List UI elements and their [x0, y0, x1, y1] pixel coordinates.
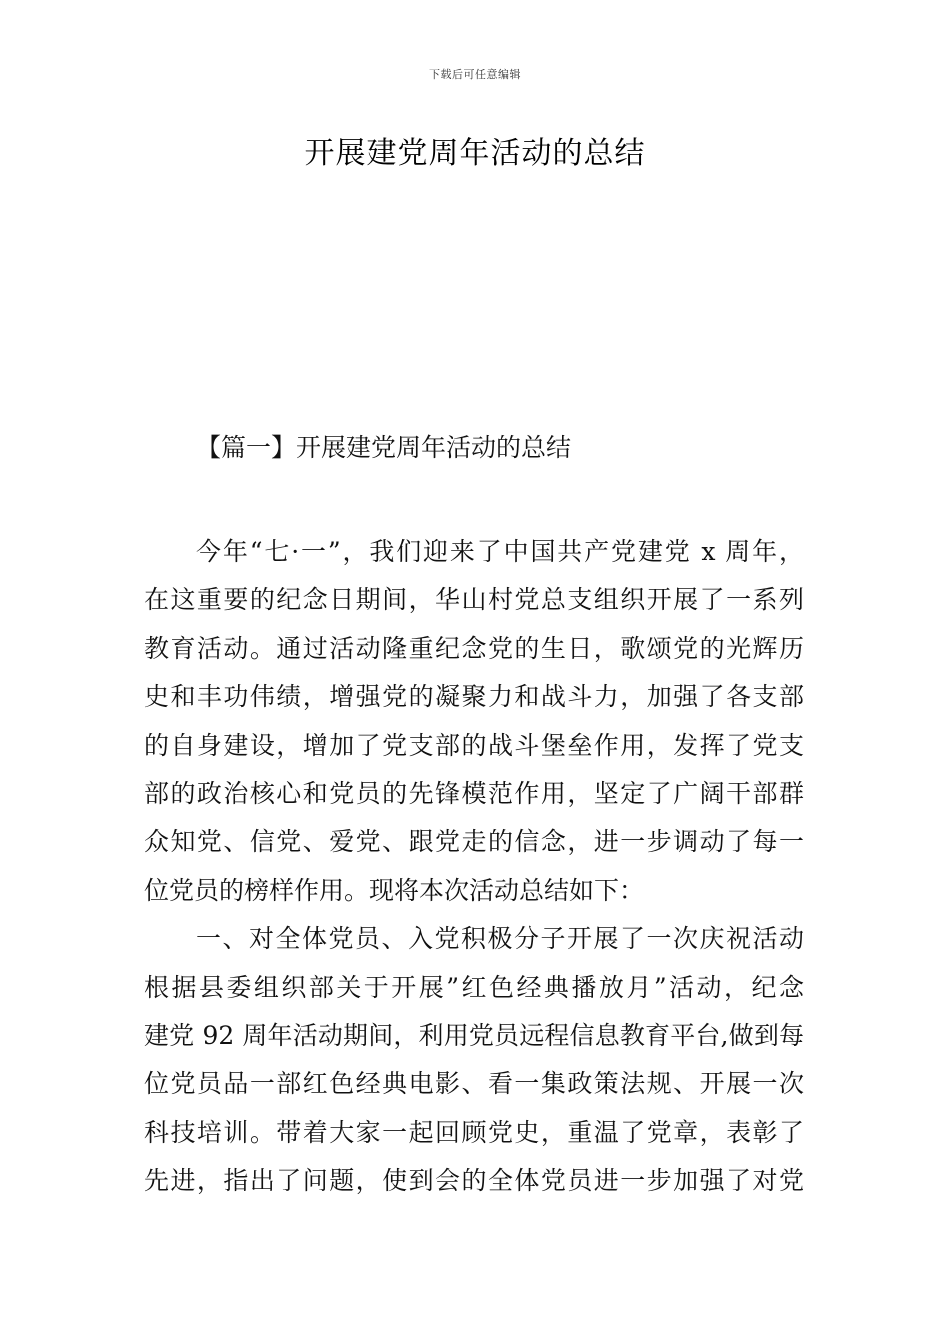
document-title: 开展建党周年活动的总结 [304, 136, 646, 171]
body-line: 教育活动。通过活动隆重纪念党的生日，歌颂党的光辉历 [144, 633, 804, 663]
body-line: 在这重要的纪念日期间，华山村党总支组织开展了一系列 [144, 585, 804, 615]
body-line: 今年“七·一”，我们迎来了中国共产党建党 x 周年， [196, 537, 804, 566]
body-line: 部的政治核心和党员的先锋模范作用，坚定了广阔干部群 [144, 778, 804, 808]
section-heading: 【篇一】开展建党周年活动的总结 [196, 433, 572, 462]
body-line: 根据县委组织部关于开展”红色经典播放月”活动，纪念 [144, 972, 804, 1002]
body-line: 位党员品一部红色经典电影、看一集政策法规、开展一次 [144, 1069, 804, 1099]
header-note: 下载后可任意编辑 [429, 68, 521, 81]
body-line: 先进，指出了问题，使到会的全体党员进一步加强了对党 [144, 1166, 804, 1196]
body-line: 的自身建设，增加了党支部的战斗堡垒作用，发挥了党支 [144, 730, 804, 760]
body-line: 众知党、信党、爱党、跟党走的信念，进一步调动了每一 [144, 827, 804, 857]
body-line: 科技培训。带着大家一起回顾党史，重温了党章，表彰了 [144, 1117, 804, 1147]
body-line: 建党 92 周年活动期间，利用党员远程信息教育平台,做到每 [144, 1020, 804, 1050]
body-line: 史和丰功伟绩，增强党的凝聚力和战斗力，加强了各支部 [144, 682, 804, 712]
body-text [144, 528, 804, 1205]
body-line: 一、对全体党员、入党积极分子开展了一次庆祝活动 [196, 924, 804, 954]
body-line: 位党员的榜样作用。现将本次活动总结如下： [144, 875, 645, 905]
